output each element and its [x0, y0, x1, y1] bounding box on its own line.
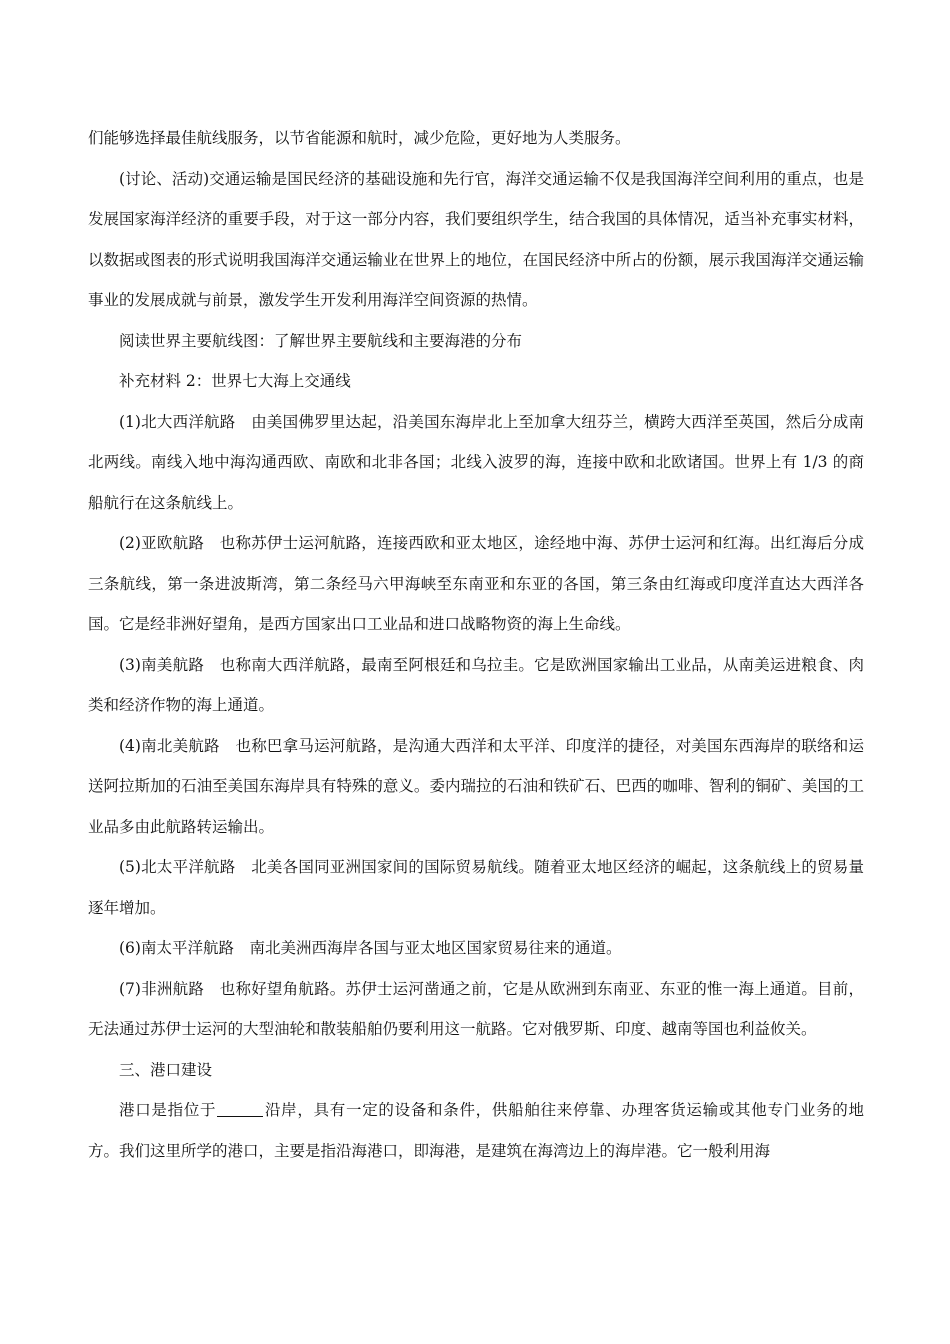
paragraph-read-route-map: 阅读世界主要航线图：了解世界主要航线和主要海港的分布 — [119, 331, 523, 350]
fill-in-blank — [217, 1100, 263, 1117]
paragraph-route-americas: (4)南北美航路 也称巴拿马运河航路，是沟通大西洋和太平洋、印度洋的捷径，对美国东西海岸的联络和运送阿拉斯加的石油至美国东海岸具有特殊的意义。委内瑞拉的石油和铁矿石、巴西的咖啡、智利的铜矿、美国的工业品多由此航路转运输出。 — [88, 736, 864, 836]
document-body — [88, 118, 864, 1171]
paragraph-route-asia-europe: (2)亚欧航路 也称苏伊士运河航路，连接西欧和亚太地区，途经地中海、苏伊士运河和红海。出红海后分成三条航线，第一条进波斯湾，第二条经马六甲海峡至东南亚和东亚的各国，第三条由红海或印度洋直达大西洋各国。它是经非洲好望角，是西方国家出口工业品和进口战略物资的海上生命线。 — [88, 534, 864, 633]
paragraph-route-south-pacific: (6)南太平洋航路 南北美洲西海岸各国与亚太地区国家贸易往来的通道。 — [119, 939, 622, 957]
port-definition-rest: 沿岸，具有一定的设备和条件，供船舶往来停靠、办理客货运输或其他专门业务的地方。我们这里所学的港口，主要是指沿海港口，即海港，是建筑在海湾边上的海岸港。它一般利用海 — [88, 1101, 864, 1160]
paragraph-route-south-america: (3)南美航路 也称南大西洋航路，最南至阿根廷和乌拉圭。它是欧洲国家输出工业品，从南美运进粮食、肉类和经济作物的海上通道。 — [88, 655, 864, 714]
paragraph-port-definition — [88, 1090, 864, 1171]
paragraph-route-north-atlantic: (1)北大西洋航路 由美国佛罗里达起，沿美国东海岸北上至加拿大纽芬兰，横跨大西洋至英国，然后分成南北两线。南线入地中海沟通西欧、南欧和北非各国；北线入波罗的海，连接中欧和北欧诸国。世界上有 1/3 的商船航行在这条航线上。 — [88, 412, 864, 512]
paragraph-continuation: 们能够选择最佳航线服务，以节省能源和航时，减少危险，更好地为人类服务。 — [88, 129, 631, 147]
paragraph-discussion-activity: (讨论、活动)交通运输是国民经济的基础设施和先行官，海洋交通运输不仅是我国海洋空间利用的重点，也是发展国家海洋经济的重要手段，对于这一部分内容，我们要组织学生，结合我国的具体情况，适当补充事实材料，以数据或图表的形式说明我国海洋交通运输业在世界上的地位，在国民经济中所占的份额，展示我国海洋交通运输事业的发展成就与前景，激发学生开发利用海洋空间资源的热情。 — [88, 169, 864, 309]
paragraph-route-north-pacific: (5)北太平洋航路 北美各国同亚洲国家间的国际贸易航线。随着亚太地区经济的崛起，这条航线上的贸易量逐年增加。 — [88, 858, 864, 917]
port-definition-lead: 港口是指位于 — [119, 1101, 217, 1119]
paragraph-route-africa: (7)非洲航路 也称好望角航路。苏伊士运河凿通之前，它是从欧洲到东南亚、东亚的惟一海上通道。目前，无法通过苏伊士运河的大型油轮和散装船舶仍要利用这一航路。它对俄罗斯、印度、越南等国也利益攸关。 — [88, 979, 864, 1038]
section-heading-port-construction: 三、港口建设 — [119, 1060, 213, 1079]
paragraph-supplement-title: 补充材料 2：世界七大海上交通线 — [119, 372, 351, 390]
